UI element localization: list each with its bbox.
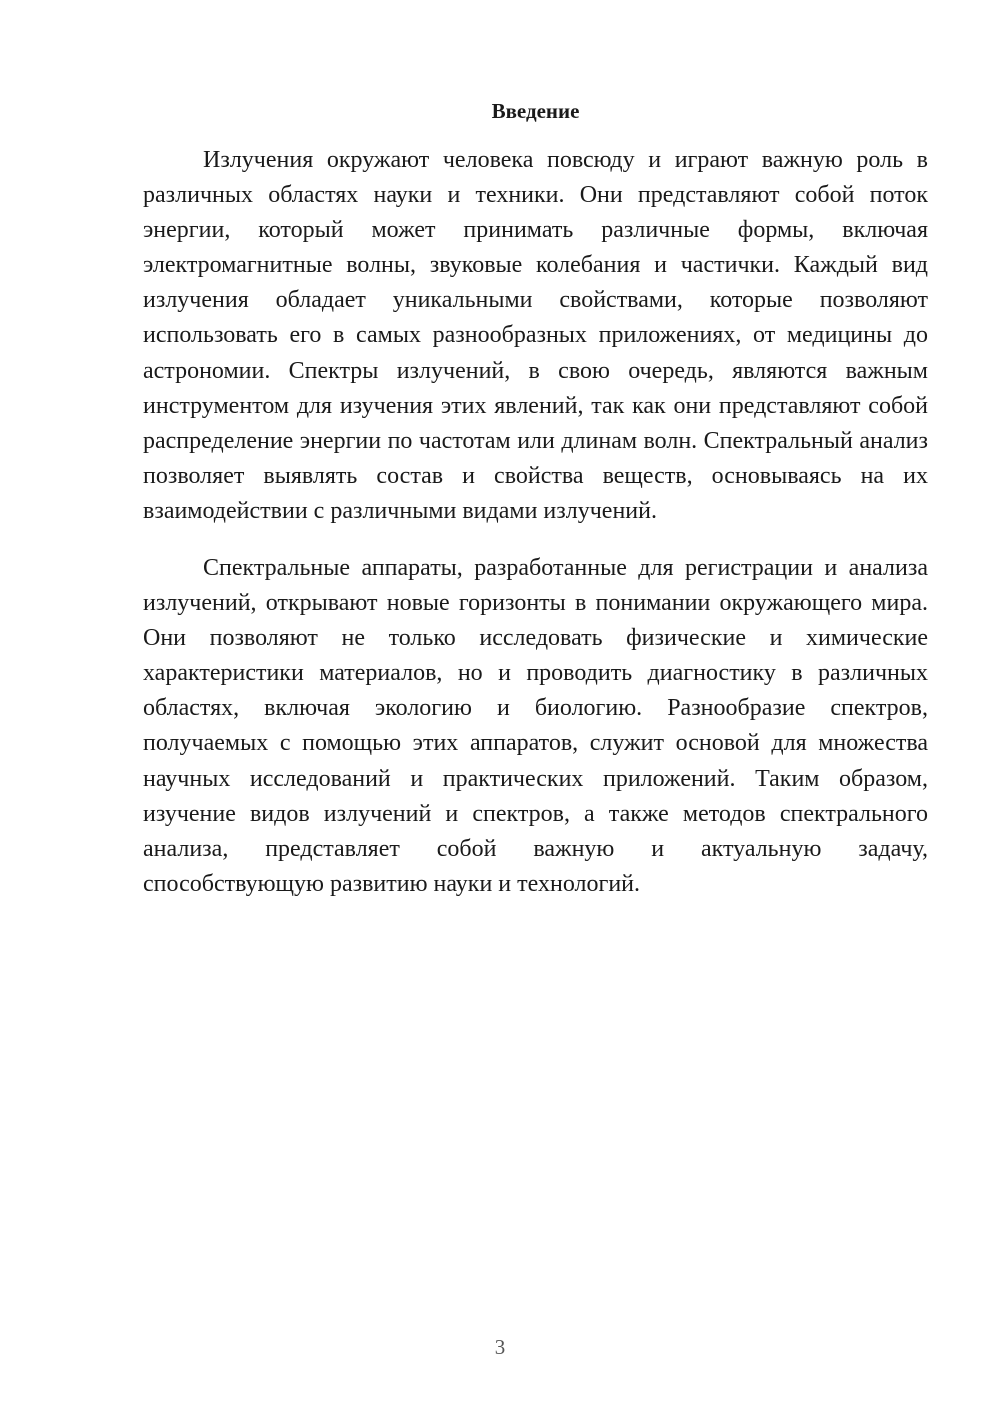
section-heading: Введение (491, 99, 580, 123)
paragraph-intro (143, 143, 928, 529)
paragraph-text: Излучения окружают человека повсюду и играют важную роль в различных областях науки и техники. Они представляют собой поток энергии, который может принимать различные формы, включая электромагнитные волны, звуковые колебания и частички. Каждый вид излучения обладает уникальными свойствами, которые позволяют использовать его в самых разнообразных приложениях, от медицины до астрономии. Спектры излучений, в свою очередь, являются важным инструментом для изучения этих явлений, так как они представляют собой распределение энергии по частотам или длинам волн. Спектральный анализ позволяет выявлять состав и свойства веществ, основываясь на их взаимодействии с различными видами излучений. (143, 147, 928, 524)
page-number: 3 (494, 1335, 506, 1359)
paragraph-apparatus (143, 551, 928, 902)
paragraph-text: Спектральные аппараты, разработанные для регистрации и анализа излучений, открывают новые горизонты в понимании окружающего мира. Они позволяют не только исследовать физические и химические характеристики материалов, но и проводить диагностику в различных областях, включая экологию и биологию. Разнообразие спектров, получаемых с помощью этих аппаратов, служит основой для множества научных исследований и практических приложений. Таким образом, изучение видов излучений и спектров, а также методов спектрального анализа, представляет собой важную и актуальную задачу, способствующую развитию науки и технологий. (143, 555, 928, 897)
